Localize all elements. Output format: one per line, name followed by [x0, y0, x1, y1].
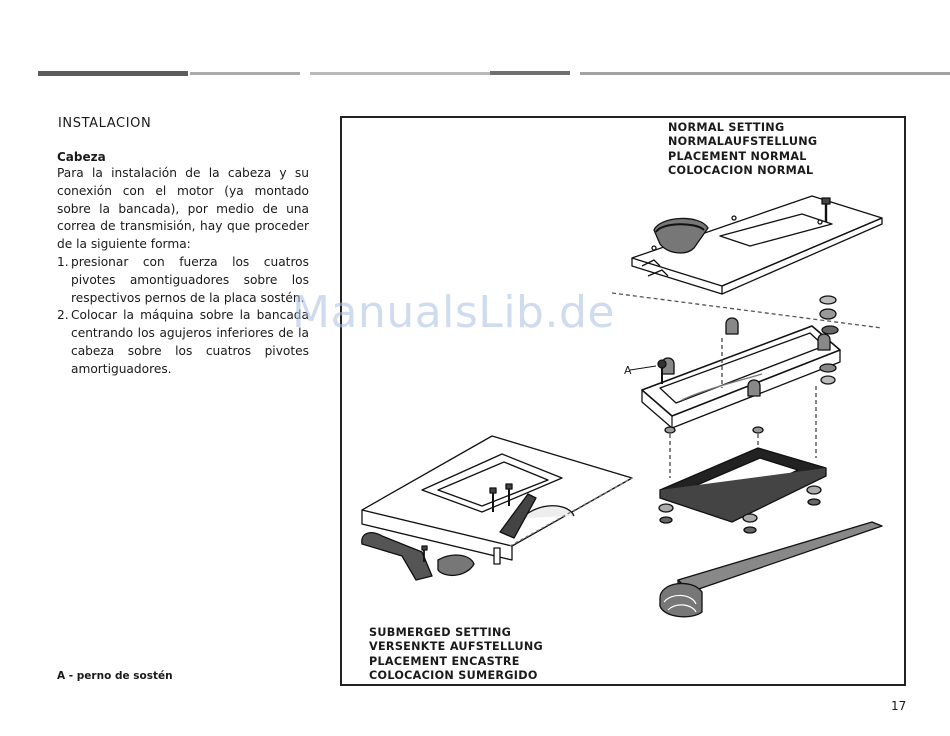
steps-list	[57, 254, 309, 379]
drive-rail	[660, 522, 882, 617]
machine-base-frame	[642, 326, 840, 428]
label-line: COLOCACION NORMAL	[668, 163, 814, 177]
normal-setting-labels	[668, 121, 817, 178]
list-item: 2. Colocar la máquina sobre la bancada centrando los agujeros inferiores de la cabeza sobre los cuatros pivotes amortiguadores.	[57, 308, 309, 376]
subsection-title: Cabeza	[57, 150, 106, 164]
label-line: PLACEMENT ENCASTRE	[369, 654, 520, 668]
bearing-plate	[659, 448, 826, 533]
label-line: VERSENKTE AUFSTELLUNG	[369, 640, 543, 654]
footnote: A - perno de sostén	[57, 670, 173, 682]
section-title: INSTALACION	[58, 116, 152, 131]
installation-illustration	[342, 118, 904, 684]
label-line: COLOCACION SUMERGIDO	[369, 668, 538, 682]
intro-paragraph: Para la instalación de la cabeza y su conexión con el motor (ya montado sobre la bancada), por medio de una correa de transmisión, hay que proceder de la siguiente forma:	[57, 166, 309, 252]
instructions-body	[57, 165, 309, 379]
list-item: 1. presionar con fuerza los cuatros pivotes amontiguadores sobre los respectivos pernos de la placa sostén.	[57, 254, 309, 305]
label-line: NORMAL SETTING	[668, 121, 785, 134]
top-decorative-band	[20, 66, 950, 80]
label-line: SUBMERGED SETTING	[369, 626, 512, 639]
table-plate-submerged	[362, 436, 632, 560]
submerged-setting-labels	[369, 626, 543, 683]
callout-label: A	[624, 364, 632, 377]
callout-pin	[630, 360, 666, 384]
label-line: NORMALAUFSTELLUNG	[668, 135, 818, 149]
label-line: PLACEMENT NORMAL	[668, 149, 807, 163]
watermark: ManualsLib.de	[292, 287, 615, 338]
page-number: 17	[891, 699, 907, 713]
